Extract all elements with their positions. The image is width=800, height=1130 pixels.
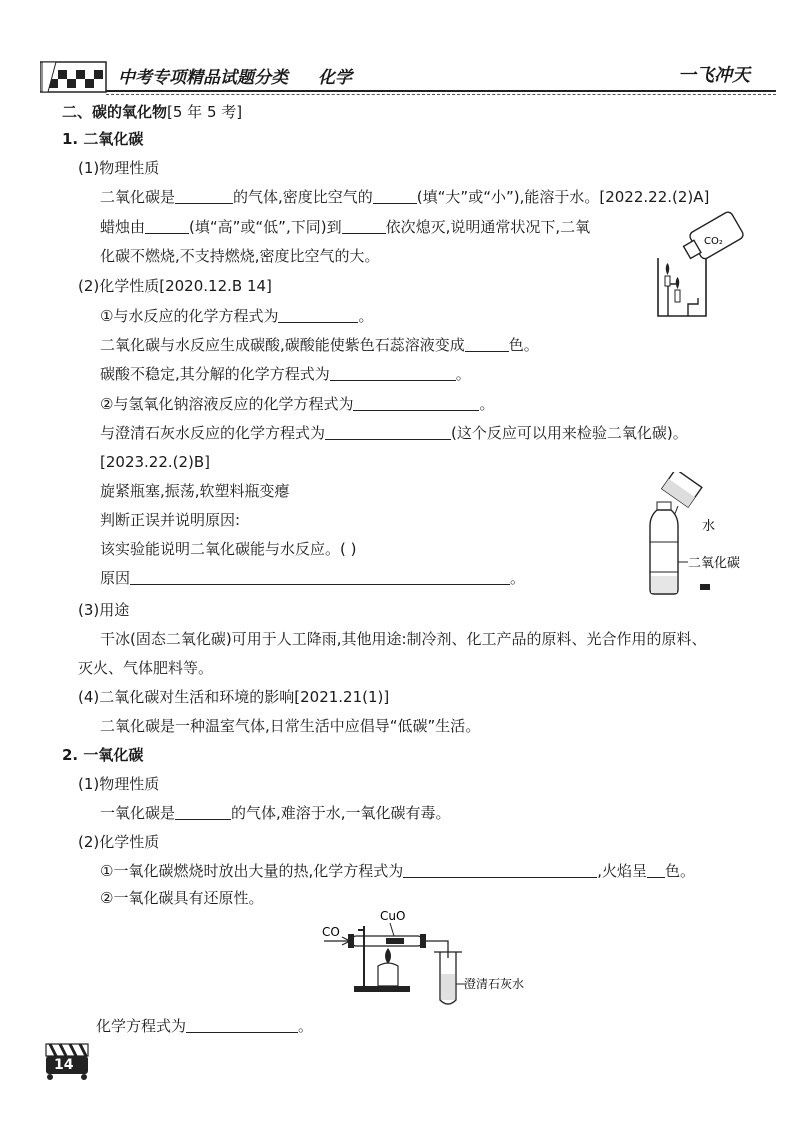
co2-physical-heading: (1)物理性质 [78, 159, 160, 177]
fig2-co2-label: 二氧化碳 [688, 556, 741, 571]
blank-co-combustion-eq[interactable] [403, 861, 597, 878]
fig2-water-label: 水 [702, 519, 716, 534]
co-heading: 2. 一氧化碳 [62, 746, 144, 764]
experiment-desc: 旋紧瓶塞,振荡,软塑料瓶变瘪 [100, 482, 290, 500]
co2-physical-line3: 化碳不燃烧,不支持燃烧,密度比空气的大。 [100, 247, 380, 265]
candle-experiment-figure [648, 208, 748, 323]
carbonic-acid-line: 二氧化碳与水反应生成碳酸,碳酸能使紫色石蕊溶液变成 色。 [100, 336, 539, 354]
page-number-badge [44, 1040, 90, 1080]
section-title: 二、碳的氧化物[5 年 5 考] [62, 103, 243, 121]
co-combustion-line: ①一氧化碳燃烧时放出大量的热,化学方程式为 ,火焰呈 色。 [100, 862, 696, 880]
co2-impact-line: 二氧化碳是一种温室气体,日常生活中应倡导“低碳”生活。 [100, 717, 481, 735]
blank-candle-from[interactable] [145, 217, 189, 234]
reason-line: 原因 。 [100, 569, 526, 587]
co-chemical-heading: (2)化学性质 [78, 833, 160, 851]
blank-reason[interactable] [130, 568, 510, 585]
co2-impact-heading: (4)二氧化碳对生活和环境的影响[2021.21(1)] [78, 688, 390, 706]
carbonic-decomp-line: 碳酸不稳定,其分解的化学方程式为 。 [100, 365, 471, 383]
header-rule-dashed [106, 94, 776, 95]
blank-co2-density[interactable] [373, 187, 417, 204]
co2-water-reaction: ①与水反应的化学方程式为 。 [100, 307, 374, 325]
blank-decomp-eq[interactable] [330, 364, 456, 381]
co2-uses-line1: 干冰(固态二氧化碳)可用于人工降雨,其他用途:制冷剂、化工产品的原料、光合作用的原料、 [100, 630, 707, 648]
blank-limewater-eq[interactable] [325, 423, 451, 440]
header-title: 中考专项精品试题分类 [118, 68, 288, 88]
header-subject: 化学 [318, 68, 352, 88]
blank-co2-water-eq[interactable] [278, 306, 358, 323]
blank-co-color[interactable] [175, 803, 231, 820]
co2-chemical-heading: (2)化学性质[2020.12.B 14] [78, 277, 272, 295]
blank-naoh-eq[interactable] [353, 394, 479, 411]
co-physical-heading: (1)物理性质 [78, 775, 160, 793]
co-reduction-apparatus-figure [318, 908, 538, 1008]
plastic-bottle-figure [644, 472, 754, 602]
co2-physical-line1: 二氧化碳是 的气体,密度比空气的 (填“大”或“小”),能溶于水。[2022.22.(2)A] [100, 188, 710, 206]
co2-heading: 1. 二氧化碳 [62, 130, 144, 148]
judge-instruction: 判断正误并说明原因: [100, 511, 241, 529]
page-header [40, 56, 762, 98]
header-rule [106, 90, 776, 92]
blank-co-reduction-eq[interactable] [186, 1016, 298, 1033]
co2-uses-heading: (3)用途 [78, 601, 130, 619]
page-number: 14 [54, 1057, 74, 1073]
fig1-co2-label: CO₂ [704, 236, 723, 247]
blank-flame-color[interactable] [647, 861, 665, 878]
header-brand: 一飞冲天 [678, 65, 750, 86]
judge-statement: 该实验能说明二氧化碳能与水反应。( ) [100, 540, 357, 558]
naoh-reaction-line: ②与氢氧化钠溶液反应的化学方程式为 。 [100, 395, 495, 413]
exam-ref-2023: [2023.22.(2)B] [100, 453, 211, 471]
fig3-cuo-label: CuO [380, 909, 406, 923]
co-reducing-line: ②一氧化碳具有还原性。 [100, 889, 264, 907]
blank-co2-color[interactable] [175, 187, 233, 204]
limewater-reaction-line: 与澄清石灰水反应的化学方程式为 (这个反应可以用来检验二氧化碳)。 [100, 424, 688, 442]
co2-uses-line2: 灭火、气体肥料等。 [78, 659, 214, 677]
co-physical-line: 一氧化碳是 的气体,难溶于水,一氧化碳有毒。 [100, 804, 451, 822]
fig3-co-label: CO [322, 925, 340, 939]
fig3-limewater-label: 澄清石灰水 [464, 977, 525, 991]
co2-physical-line2: 蜡烛由 (填“高”或“低”,下同)到 依次熄灭,说明通常状况下,二氧 [100, 218, 591, 236]
blank-candle-to[interactable] [342, 217, 386, 234]
co-reduction-eq-line: 化学方程式为 。 [96, 1017, 314, 1035]
blank-litmus-color[interactable] [465, 335, 509, 352]
